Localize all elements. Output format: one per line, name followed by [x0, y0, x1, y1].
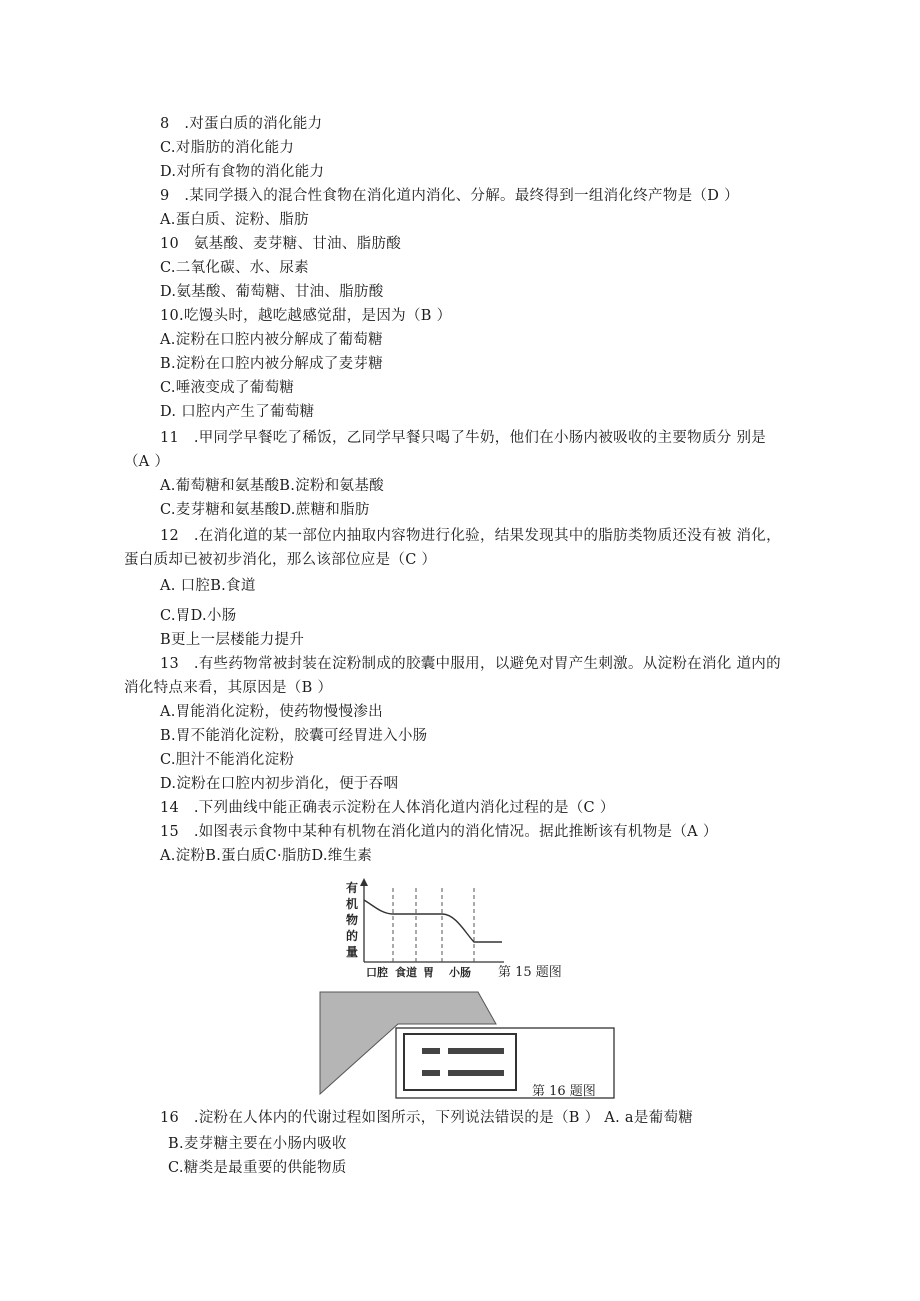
question-14: 14 .下列曲线中能正确表示淀粉在人体消化道内消化过程的是（C ） [160, 800, 615, 816]
question-10: 10.吃馒头时，越吃越感觉甜，是因为（B ） [160, 308, 452, 324]
figure-15-graph [344, 876, 594, 986]
text-line: A.胃能消化淀粉，使药物慢慢渗出 [160, 704, 383, 720]
text-line: A.淀粉在口腔内被分解成了葡萄糖 [160, 332, 383, 348]
text-line: C.麦芽糖和氨基酸D.蔗糖和脂肪 [160, 502, 370, 518]
svg-text:食道: 食道 [395, 966, 417, 979]
digestion-curve [364, 900, 502, 942]
text-line: 10 氨基酸、麦芽糖、甘油、脂肪酸 [160, 236, 402, 252]
text-line: （A ） [124, 454, 170, 470]
svg-text:机: 机 [346, 897, 359, 911]
text-line: C.对脂肪的消化能力 [160, 140, 295, 156]
section-heading: B更上一层楼能力提升 [160, 632, 305, 648]
question-13: 13 .有些药物常被封装在淀粉制成的胶囊中服用，以避免对胃产生刺激。从淀粉在消化 道内的 [160, 656, 781, 672]
text-line: A.葡萄糖和氨基酸B.淀粉和氨基酸 [160, 478, 384, 494]
figure-16-diagram [318, 990, 618, 1102]
text-line: 消化特点来看，其原因是（B ） [124, 680, 333, 696]
svg-text:量: 量 [346, 945, 359, 959]
y-axis-arrow-icon [360, 878, 368, 886]
question-15: 15 .如图表示食物中某种有机物在消化道内的消化情况。据此推断该有机物是（A ） [160, 824, 718, 840]
text-line: C.胃D.小肠 [160, 608, 237, 624]
text-line: C.二氧化碳、水、尿素 [160, 260, 309, 276]
svg-text:有: 有 [346, 881, 359, 895]
text-line: B.麦芽糖主要在小肠内吸收 [168, 1136, 347, 1152]
svg-text:胃: 胃 [423, 966, 434, 979]
text-line: B.淀粉在口腔内被分解成了麦芽糖 [160, 356, 384, 372]
text-line: B.胃不能消化淀粉，胶囊可经胃进入小肠 [160, 728, 428, 744]
region-dividers [393, 888, 474, 962]
text-line: C.糖类是最重要的供能物质 [168, 1160, 347, 1176]
diagram-bar [448, 1048, 504, 1054]
figure-15-caption: 第 15 题图 [498, 965, 562, 980]
svg-text:的: 的 [346, 929, 359, 943]
question-16: 16 .淀粉在人体内的代谢过程如图所示，下列说法错误的是（B ） A. a是葡萄糖 [160, 1110, 694, 1126]
y-axis-label [346, 880, 358, 959]
body-box-inner [404, 1034, 516, 1090]
diagram-bar [422, 1070, 440, 1076]
text-line: A. 口腔B.食道 [160, 578, 256, 594]
svg-text:口腔: 口腔 [366, 966, 388, 979]
text-line: A.蛋白质、淀粉、脂肪 [160, 212, 309, 228]
text-line: D.对所有食物的消化能力 [160, 164, 325, 180]
question-11: 11 .甲同学早餐吃了稀饭，乙同学早餐只喝了牛奶，他们在小肠内被吸收的主要物质分 别是 [160, 430, 767, 446]
figure-16-caption: 第 16 题图 [532, 1084, 596, 1099]
question-12: 12 .在消化道的某一部位内抽取内容物进行化验，结果发现其中的脂肪类物质还没有被 消化， [160, 528, 781, 544]
text-line: C.胆汁不能消化淀粉 [160, 752, 295, 768]
text-line: D. 口腔内产生了葡萄糖 [160, 404, 315, 420]
text-line: 8 .对蛋白质的消化能力 [160, 116, 323, 132]
text-line: 蛋白质却已被初步消化，那么该部位应是（C ） [124, 552, 437, 568]
text-line: C.唾液变成了葡萄糖 [160, 380, 295, 396]
question-9: 9 .某同学摄入的混合性食物在消化道内消化、分解。最终得到一组消化终产物是（D ） [160, 188, 739, 204]
diagram-bar [422, 1048, 440, 1054]
text-line: D.氨基酸、葡萄糖、甘油、脂肪酸 [160, 284, 384, 300]
svg-text:物: 物 [346, 913, 359, 927]
svg-text:小肠: 小肠 [449, 966, 471, 979]
x-axis-labels [366, 965, 471, 979]
diagram-bar [448, 1070, 504, 1076]
text-line: D.淀粉在口腔内初步消化，便于吞咽 [160, 776, 399, 792]
text-line: A.淀粉B.蛋白质C·脂肪D.维生素 [160, 848, 373, 864]
